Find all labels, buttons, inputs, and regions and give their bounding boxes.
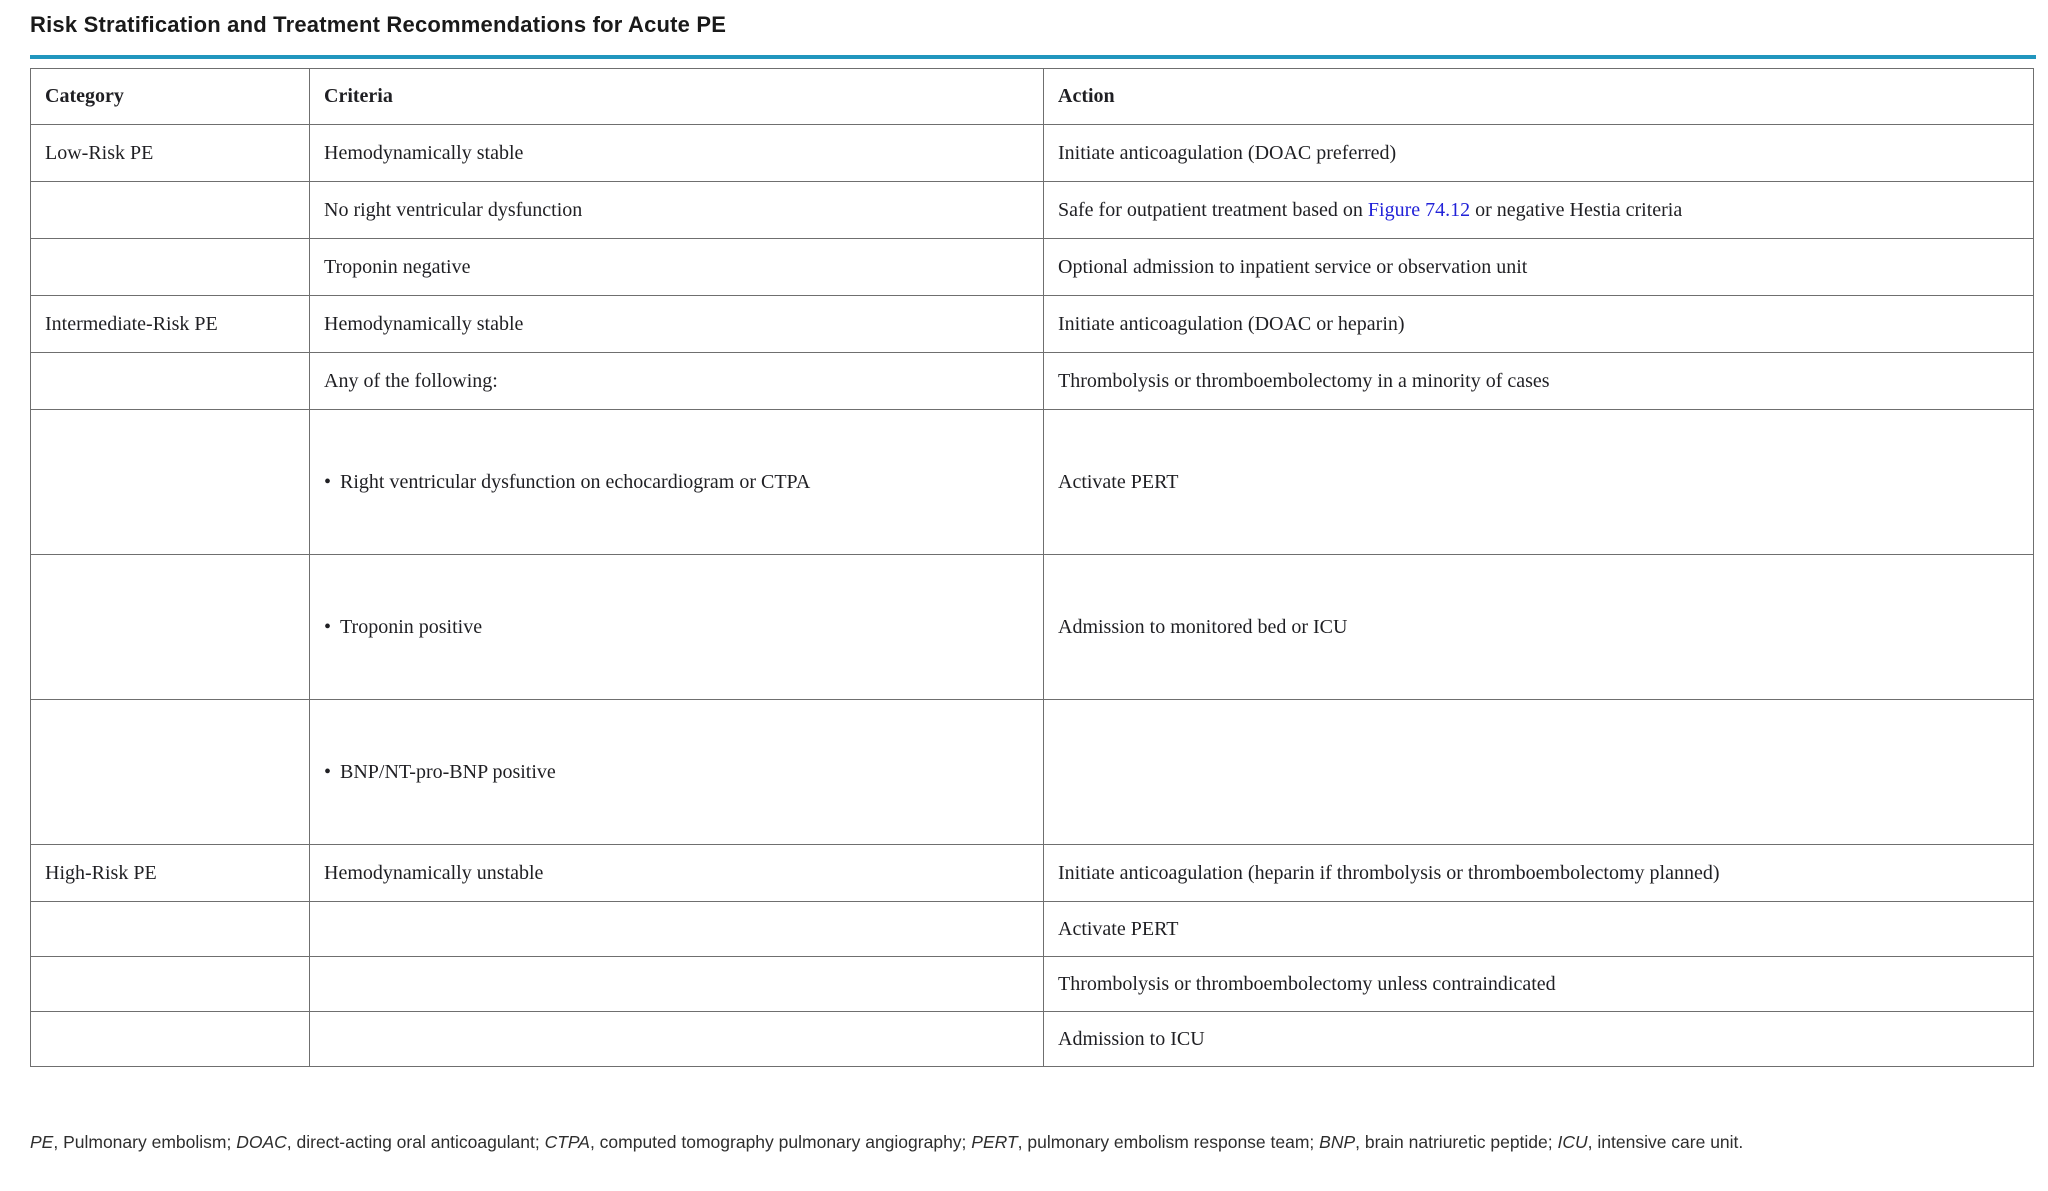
table-row: [31, 1012, 2034, 1067]
category-cell: [31, 1012, 310, 1067]
table-row: [31, 700, 2034, 845]
category-cell: [31, 957, 310, 1012]
category-cell: [31, 700, 310, 845]
table-row: [31, 410, 2034, 555]
criteria-cell: [310, 902, 1044, 957]
category-cell: [31, 239, 310, 296]
criteria-cell: Hemodynamically stable: [310, 296, 1044, 353]
abbreviation: PE: [30, 1132, 54, 1152]
action-cell: Thrombolysis or thromboembolectomy in a minority of cases: [1044, 353, 2034, 410]
category-cell: Low-Risk PE: [31, 125, 310, 182]
action-cell: Admission to monitored bed or ICU: [1044, 555, 2034, 700]
criteria-cell: [310, 1012, 1044, 1067]
table-row: [31, 239, 2034, 296]
table-header-category: Category: [31, 69, 310, 125]
action-cell: Admission to ICU: [1044, 1012, 2034, 1067]
criteria-cell: Troponin negative: [310, 239, 1044, 296]
category-cell: [31, 353, 310, 410]
abbreviation: ICU: [1557, 1132, 1588, 1152]
category-cell: High-Risk PE: [31, 845, 310, 902]
table-row: [31, 902, 2034, 957]
risk-stratification-table: [30, 68, 2034, 1067]
category-cell: [31, 555, 310, 700]
table-row: [31, 182, 2034, 239]
table-row: [31, 353, 2034, 410]
category-cell: [31, 410, 310, 555]
criteria-cell: Any of the following:: [310, 353, 1044, 410]
action-cell: Optional admission to inpatient service or observation unit: [1044, 239, 2034, 296]
criteria-cell: No right ventricular dysfunction: [310, 182, 1044, 239]
action-cell: Initiate anticoagulation (DOAC preferred): [1044, 125, 2034, 182]
abbreviation: PERT: [971, 1132, 1018, 1152]
category-cell: Intermediate-Risk PE: [31, 296, 310, 353]
action-cell: Activate PERT: [1044, 410, 2034, 555]
table-row: [31, 555, 2034, 700]
category-cell: [31, 902, 310, 957]
action-cell: Initiate anticoagulation (DOAC or heparin): [1044, 296, 2034, 353]
criteria-cell: • Troponin positive: [310, 555, 1044, 700]
abbreviation: BNP: [1319, 1132, 1356, 1152]
page-title: Risk Stratification and Treatment Recommendations for Acute PE: [30, 12, 727, 37]
abbreviation: CTPA: [544, 1132, 590, 1152]
criteria-cell: Hemodynamically stable: [310, 125, 1044, 182]
criteria-cell: • BNP/NT-pro-BNP positive: [310, 700, 1044, 845]
table-header-action: Action: [1044, 69, 2034, 125]
bullet-icon: •: [324, 615, 332, 638]
table-header-criteria: Criteria: [310, 69, 1044, 125]
action-cell: Safe for outpatient treatment based on Figure 74.12 or negative Hestia criteria: [1044, 182, 2034, 239]
bullet-icon: •: [324, 470, 332, 493]
category-cell: [31, 182, 310, 239]
table-row: [31, 296, 2034, 353]
action-cell: Thrombolysis or thromboembolectomy unless contraindicated: [1044, 957, 2034, 1012]
action-cell: Activate PERT: [1044, 902, 2034, 957]
title-underline-rule: [30, 55, 2036, 59]
criteria-cell: Hemodynamically unstable: [310, 845, 1044, 902]
footnote-abbreviations: PE, Pulmonary embolism; DOAC, direct-acting oral anticoagulant; CTPA, computed tomography pulmonary angiography; PERT, pulmonary embolism response team; BNP, brain natriuretic peptide; ICU, intensive care unit.: [30, 1132, 1744, 1152]
table-row: [31, 125, 2034, 182]
table-row: [31, 957, 2034, 1012]
action-cell: Initiate anticoagulation (heparin if thrombolysis or thromboembolectomy planned): [1044, 845, 2034, 902]
table-header-row: [31, 69, 2034, 125]
bullet-icon: •: [324, 760, 332, 783]
criteria-cell: [310, 957, 1044, 1012]
action-cell: [1044, 700, 2034, 845]
table-row: [31, 845, 2034, 902]
table-body: [31, 125, 2034, 1067]
figure-link[interactable]: Figure 74.12: [1367, 198, 1471, 221]
abbreviation: DOAC: [236, 1132, 287, 1152]
criteria-cell: • Right ventricular dysfunction on echocardiogram or CTPA: [310, 410, 1044, 555]
